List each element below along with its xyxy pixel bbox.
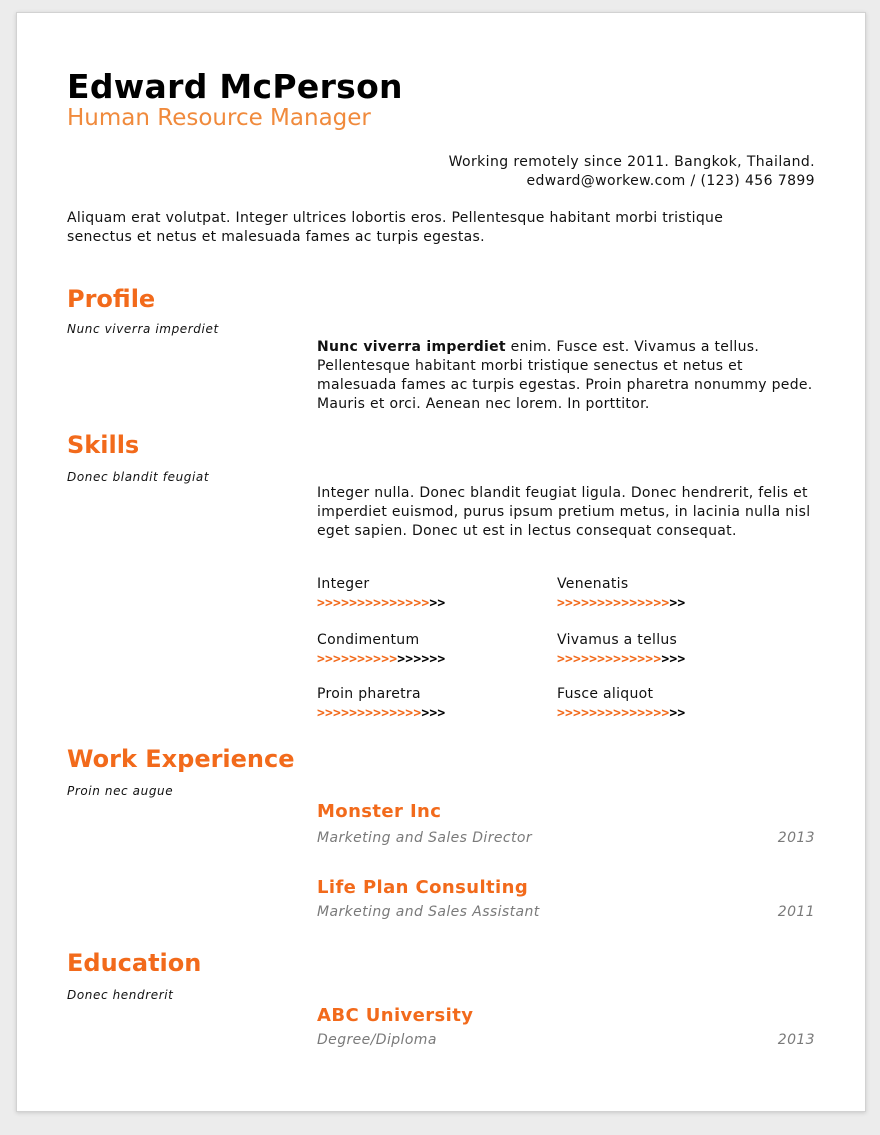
job-year: 2013 <box>777 830 815 846</box>
candidate-name: Edward McPerson <box>67 67 403 106</box>
skill-level-empty: >>>>>> <box>397 652 446 667</box>
profile-body-bold: Nunc viverra imperdiet <box>317 339 506 355</box>
skill-level-bar <box>557 706 685 721</box>
summary-text: Aliquam erat volutpat. Integer ultrices lobortis eros. Pellentesque habitant morbi tristique senectus et netus et malesuada fames ac turpis egestas. <box>67 210 724 245</box>
profile-subheading: Nunc viverra imperdiet <box>67 322 219 336</box>
skill-level-filled: >>>>>>>>>>>>>> <box>557 596 670 611</box>
skill-name: Fusce aliquot <box>557 686 654 702</box>
skill-level-filled: >>>>>>>>>>>>>> <box>557 706 670 721</box>
contact-location: Working remotely since 2011. Bangkok, Thailand. <box>448 154 815 170</box>
skill-level-bar <box>557 596 685 611</box>
profile-heading: Profile <box>67 285 156 313</box>
skill-level-bar <box>317 706 445 721</box>
skill-name: Condimentum <box>317 632 420 648</box>
skill-level-filled: >>>>>>>>>>>>> <box>317 706 422 721</box>
contact-block <box>449 153 815 191</box>
skill-level-filled: >>>>>>>>>>>>>> <box>317 596 430 611</box>
skill-level-empty: >>> <box>661 652 686 667</box>
job-role: Marketing and Sales Director <box>317 830 532 846</box>
job-year: 2011 <box>777 904 815 920</box>
skill-level-empty: >> <box>669 596 686 611</box>
skill-level-empty: >>> <box>421 706 446 721</box>
skill-level-empty: >> <box>669 706 686 721</box>
profile-body-rest: enim. Fusce est. Vivamus a tellus. Pellentesque habitant morbi tristique senectus et netus et malesuada fames ac turpis egestas. Proin pharetra nonummy pede. Mauris et orci. Aenean nec lorem. In porttitor. <box>317 339 813 412</box>
education-year: 2013 <box>777 1032 815 1048</box>
education-school: ABC University <box>317 1005 474 1026</box>
skill-name: Proin pharetra <box>317 686 421 702</box>
education-degree: Degree/Diploma <box>317 1032 437 1048</box>
job-role: Marketing and Sales Assistant <box>317 904 540 920</box>
work-heading: Work Experience <box>67 745 295 773</box>
skills-heading: Skills <box>67 431 140 459</box>
education-subheading: Donec hendrerit <box>67 988 174 1002</box>
skill-level-filled: >>>>>>>>>>>>> <box>557 652 662 667</box>
work-subheading: Proin nec augue <box>67 784 174 798</box>
skill-level-bar <box>317 596 445 611</box>
job-company: Life Plan Consulting <box>317 877 529 898</box>
contact-email-phone: edward@workew.com / (123) 456 7899 <box>526 173 815 189</box>
skills-subheading: Donec blandit feugiat <box>67 470 210 484</box>
job-company: Monster Inc <box>317 801 442 822</box>
skill-name: Vivamus a tellus <box>557 632 678 648</box>
skill-level-filled: >>>>>>>>>> <box>317 652 398 667</box>
profile-body <box>317 338 817 414</box>
skill-name: Integer <box>317 576 370 592</box>
education-heading: Education <box>67 949 202 977</box>
skill-level-empty: >> <box>429 596 446 611</box>
skill-name: Venenatis <box>557 576 629 592</box>
candidate-role: Human Resource Manager <box>67 105 371 131</box>
skill-level-bar <box>317 652 445 667</box>
skill-level-bar <box>557 652 685 667</box>
skills-body: Integer nulla. Donec blandit feugiat ligula. Donec hendrerit, felis et imperdiet euismod, purus ipsum pretium metus, in lacinia nulla nisl eget sapien. Donec ut est in lectus consequat consequat. <box>317 485 811 539</box>
resume-page <box>16 12 866 1112</box>
